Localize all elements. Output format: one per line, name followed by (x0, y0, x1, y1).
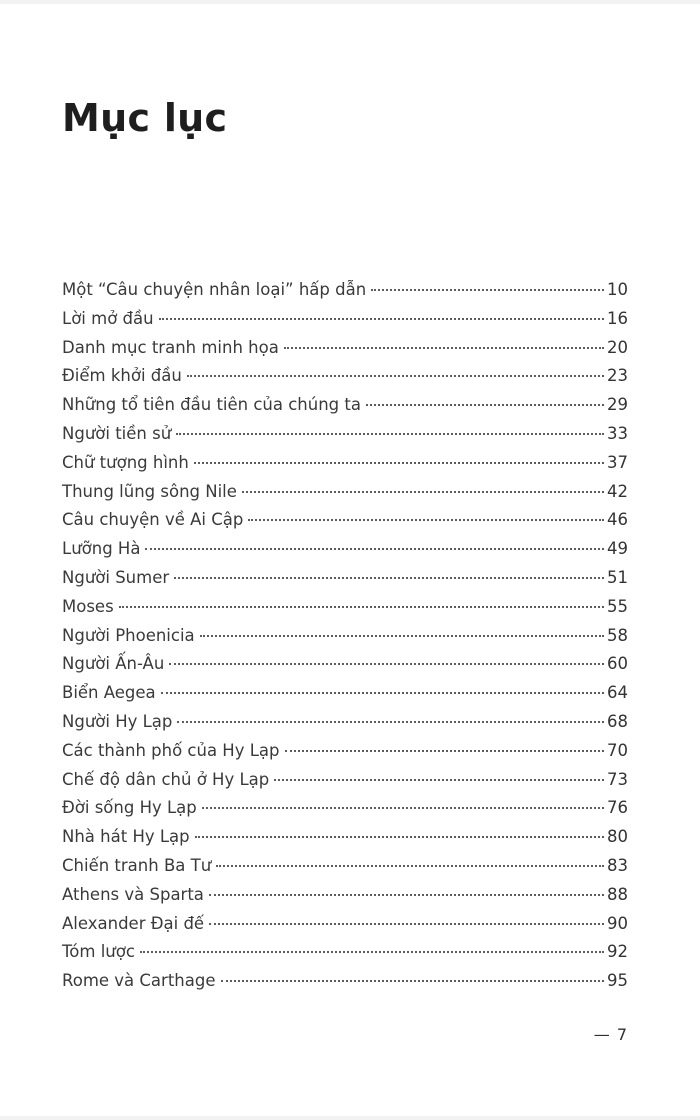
toc-entry-page: 80 (607, 827, 628, 847)
toc-entry (62, 942, 628, 971)
toc-entry (62, 827, 628, 856)
dot-leader (159, 318, 604, 320)
dot-leader (221, 980, 605, 982)
toc-entry (62, 971, 628, 1000)
toc-entry (62, 338, 628, 367)
toc-entry-label: Moses (62, 596, 114, 616)
toc-entry-label: Thung lũng sông Nile (62, 481, 237, 501)
dot-leader (140, 951, 604, 953)
dot-leader (202, 807, 604, 809)
toc-entry-label: Người tiền sử (62, 423, 172, 443)
toc-entry-page: 16 (607, 308, 628, 328)
toc-entry-label: Chế độ dân chủ ở Hy Lạp (62, 769, 270, 789)
toc-entry-page: 60 (607, 654, 628, 674)
toc-entry-label: Biển Aegea (62, 683, 156, 703)
dot-leader (200, 635, 604, 637)
toc-entry-page: 73 (607, 769, 628, 789)
toc-entry (62, 914, 628, 943)
toc-entry (62, 539, 628, 568)
toc-entry (62, 683, 628, 712)
page-title: Mục lục (62, 96, 228, 140)
dot-leader (169, 663, 604, 665)
toc-entry-label: Athens và Sparta (62, 884, 204, 904)
toc-entry-page: 49 (607, 539, 628, 559)
toc-entry-page: 70 (607, 740, 628, 760)
toc-entry-page: 29 (607, 395, 628, 415)
toc-entry (62, 597, 628, 626)
dot-leader (285, 750, 605, 752)
dot-leader (209, 923, 604, 925)
toc-entry-label: Alexander Đại đế (62, 913, 205, 933)
toc-entry-page: 88 (607, 884, 628, 904)
dot-leader (248, 519, 604, 521)
toc-entry-label: Người Phoenicia (62, 625, 195, 645)
toc-entry (62, 741, 628, 770)
dot-leader (366, 404, 604, 406)
toc-entry-page: 37 (607, 452, 628, 472)
dot-leader (274, 779, 604, 781)
toc-entry (62, 798, 628, 827)
dot-leader (194, 462, 604, 464)
toc-entry (62, 395, 628, 424)
toc-entry-page: 42 (607, 481, 628, 501)
toc-entry-label: Một “Câu chuyện nhân loại” hấp dẫn (62, 280, 367, 299)
toc-entry-page: 51 (607, 567, 628, 587)
dot-leader (161, 692, 604, 694)
toc-entry-page: 95 (607, 971, 628, 991)
toc-entry-label: Nhà hát Hy Lạp (62, 827, 190, 847)
toc-entry-page: 20 (607, 337, 628, 357)
toc-entry-label: Chữ tượng hình (62, 452, 189, 472)
toc-entry-page: 64 (607, 683, 628, 703)
toc-entry-label: Tóm lược (62, 942, 135, 962)
toc-entry-label: Những tổ tiên đầu tiên của chúng ta (62, 395, 361, 415)
dot-leader (242, 491, 604, 493)
toc-entry-label: Đời sống Hy Lạp (62, 798, 197, 818)
toc-entry-label: Lưỡng Hà (62, 539, 141, 559)
page-number: — 7 (593, 1025, 628, 1044)
toc-entry (62, 366, 628, 395)
toc-entry-page: 23 (607, 366, 628, 386)
toc-entry (62, 424, 628, 453)
dot-leader (195, 836, 604, 838)
toc-entry (62, 309, 628, 338)
toc-entry-label: Chiến tranh Ba Tư (62, 855, 212, 875)
toc-entry-label: Danh mục tranh minh họa (62, 337, 279, 357)
toc-entry (62, 712, 628, 741)
dot-leader (284, 347, 604, 349)
toc-entry-label: Lời mở đầu (62, 308, 154, 328)
toc-entry-page: 92 (607, 942, 628, 962)
toc-entry (62, 510, 628, 539)
toc-entry-page: 55 (607, 596, 628, 616)
toc-entry-label: Điểm khởi đầu (62, 366, 182, 386)
toc-entry (62, 856, 628, 885)
dot-leader (177, 721, 604, 723)
toc-entry-page: 68 (607, 711, 628, 731)
toc-entry-label: Người Sumer (62, 567, 170, 587)
toc-entry (62, 770, 628, 799)
toc-entry-label: Câu chuyện về Ai Cập (62, 510, 244, 530)
toc-entry (62, 885, 628, 914)
toc-entry-label: Người Ấn-Âu (62, 654, 165, 674)
dot-leader (145, 548, 604, 550)
toc-entry-page: 90 (607, 913, 628, 933)
dot-leader (119, 606, 604, 608)
toc-entry-page: 10 (607, 280, 628, 299)
dot-leader (209, 894, 604, 896)
toc-entry (62, 568, 628, 597)
toc-entry-page: 46 (607, 510, 628, 530)
toc-entry (62, 626, 628, 655)
toc-entry-page: 76 (607, 798, 628, 818)
book-toc-page (0, 4, 700, 1116)
toc-entry-label: Rome và Carthage (62, 971, 216, 991)
toc-entry-label: Người Hy Lạp (62, 711, 173, 731)
dot-leader (371, 289, 604, 291)
toc-list (62, 280, 628, 1000)
toc-entry (62, 280, 628, 309)
toc-entry-page: 58 (607, 625, 628, 645)
toc-entry (62, 482, 628, 511)
toc-entry-page: 33 (607, 423, 628, 443)
dot-leader (176, 433, 604, 435)
toc-entry-page: 83 (607, 855, 628, 875)
toc-entry (62, 453, 628, 482)
dot-leader (174, 577, 604, 579)
toc-entry-label: Các thành phố của Hy Lạp (62, 740, 280, 760)
dot-leader (216, 865, 604, 867)
dot-leader (187, 375, 604, 377)
toc-entry (62, 654, 628, 683)
